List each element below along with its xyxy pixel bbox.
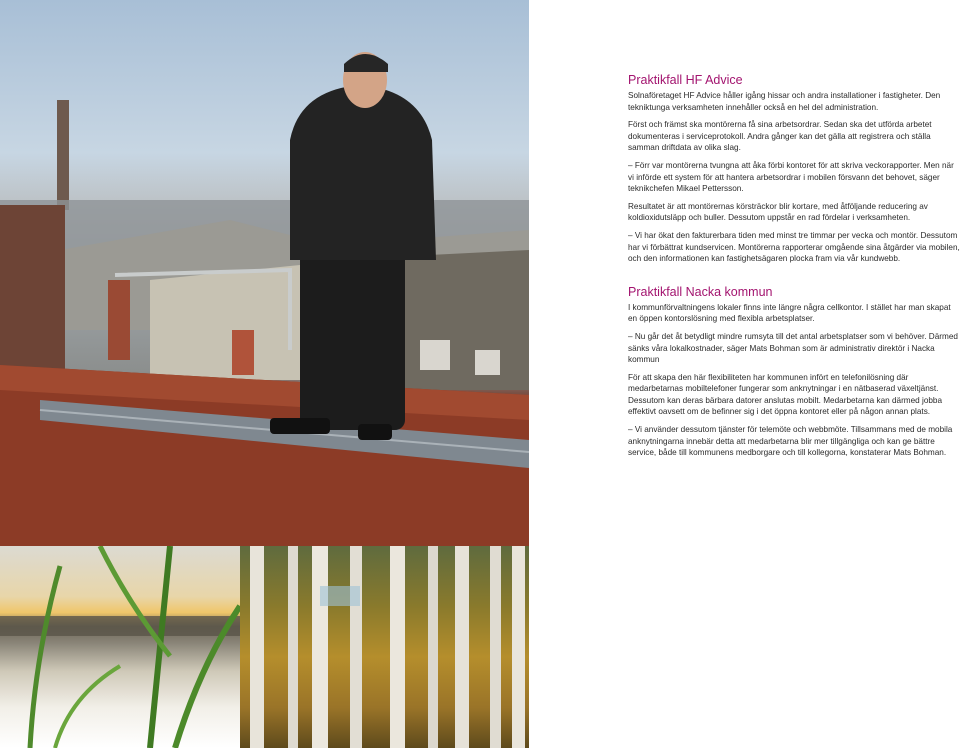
man-cap: [344, 54, 388, 72]
paragraph: – Vi har ökat den fakturerbara tiden med minst tre timmar per vecka och montör. Dessutom har vi förbättrat kundservicen. Montörerna rapporterar omgående sina åtgärder via mobilen, och den informationen kan fastighetsägaren plocka fram via vår kundwebb.: [628, 230, 960, 264]
rooftop-illustration: [0, 0, 529, 546]
man-on-roof-photo: [0, 0, 529, 546]
paragraph: Först och främst ska montörerna få sina arbetsordrar. Sedan ska det utförda arbetet dokumenteras i serviceprotokoll. Andra gånger kan det gälla att registrera och ställa samman driftdata av olika slag.: [628, 120, 932, 153]
reed-leaf: [100, 546, 170, 656]
birch-forest-photo: [240, 546, 529, 748]
reed-leaf: [55, 666, 120, 748]
sky-gap: [320, 586, 360, 606]
roof-vent: [232, 330, 254, 375]
paragraph: Resultatet är att montörernas körsträckor blir kortare, med åtföljande reducering av koldioxidutsläpp och buller. Dessutom uppstår en rad fördelar i verksamheten.: [628, 201, 928, 223]
reed-leaf: [30, 566, 60, 748]
building-facade: [150, 265, 300, 380]
section-title: Praktikfall Nacka kommun: [628, 284, 773, 299]
section-title: Praktikfall HF Advice: [628, 73, 743, 87]
birch-illustration: [240, 546, 529, 748]
birch-trunk: [312, 546, 328, 748]
article-text: [628, 73, 960, 465]
birch-trunk: [250, 546, 264, 748]
case-hf-advice: [628, 73, 960, 265]
paragraph: Solnaföretaget HF Advice håller igång hissar och andra installationer i fastigheter. Den tekniktunga verksamheten innehåller också en hel del administration.: [628, 91, 941, 112]
paragraph: I kommunförvaltningens lokaler finns inte längre några cellkontor. I stället har man skapat en öppen kontorslösning med flexibla arbetsplatser.: [628, 302, 951, 324]
birch-trunk: [350, 546, 362, 748]
factory-chimney: [57, 100, 69, 210]
far-shore: [0, 616, 240, 636]
birch-trunk: [455, 546, 469, 748]
paragraph: För att skapa den här flexibiliteten har kommunen infört en telefonilösning där medarbetarnas mobiltelefoner fungerar som anknytningar i en nätbaserad växeltjänst. Dessutom kan deras bärbara datorer anslutas mobilt. Medarbetarna kan därmed jobba effektivt oavsett om de befinner sig i det öppna kontoret eller på någon annan plats.: [628, 372, 943, 417]
paragraph: – Vi använder dessutom tjänster för telemöte och webbmöte. Tillsammans med de mobila anknytningarna innebär detta att medarbetarna blir mer tillgängliga och kan ge bättre service, både till kommunens medborgare och till kollegorna, konstaterar Mats Bohman.: [628, 425, 953, 458]
birch-trunk: [428, 546, 438, 748]
man-jacket: [290, 85, 436, 260]
man-shoe-left: [270, 418, 330, 434]
birch-trunk: [490, 546, 501, 748]
lake-reeds-sunset-photo: [0, 546, 240, 748]
man-shoe-right: [358, 424, 392, 440]
paragraph: – Nu går det åt betydligt mindre rumsyta till det antal arbetsplatser som vi behöver. Därmed sänks våra lokalkostnader, säger Mats Bohman som är administrativ direktör i Nacka kommun: [628, 331, 958, 365]
window: [475, 350, 500, 375]
case-nacka-kommun: [628, 285, 960, 459]
birch-trunk: [512, 546, 525, 748]
paragraph: – Förr var montörerna tvungna att åka förbi kontoret för att skriva veckorapporter. Men när vi införde ett system för att hantera arbetsordrar i mobilen försvann det behovet, säger teknikchefen Mikael Pettersson.: [628, 160, 954, 194]
reeds-illustration: [0, 546, 240, 748]
window: [420, 340, 450, 370]
birch-trunk: [390, 546, 405, 748]
birch-trunk: [288, 546, 298, 748]
roof-vent: [108, 280, 130, 360]
